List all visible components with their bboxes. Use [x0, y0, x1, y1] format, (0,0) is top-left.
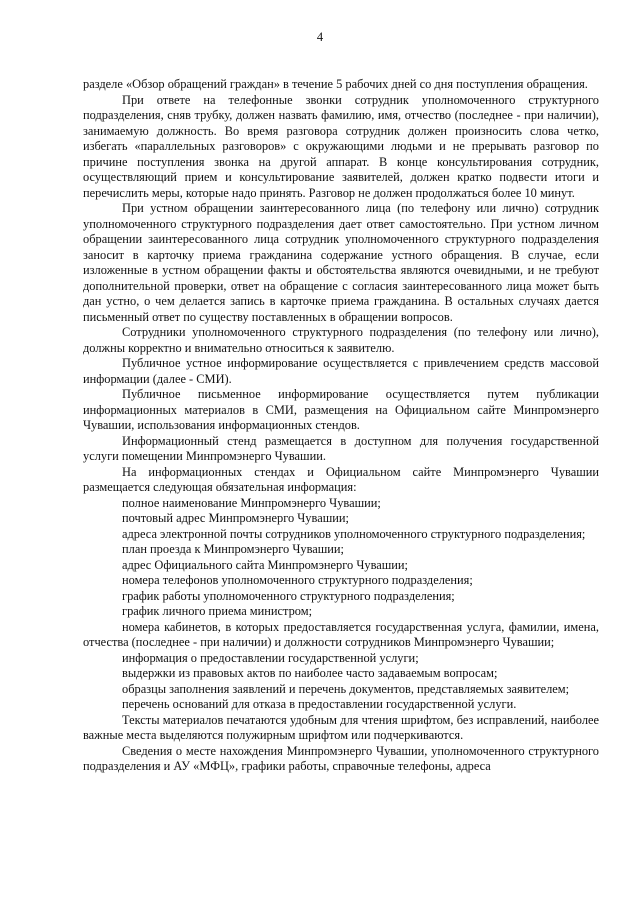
- list-item: почтовый адрес Минпромэнерго Чувашии;: [122, 511, 349, 525]
- paragraph: Сведения о месте нахождения Минпромэнерго Чувашии, уполномоченного структурного подразделения и АУ «МФЦ», графики работы, справочные телефоны, адреса: [83, 743, 599, 773]
- list-item: номера кабинетов, в которых предоставляется государственная услуга, фамилии, имена, отчества (последнее - при наличии) и должности сотрудников Минпромэнерго Чувашии;: [83, 619, 599, 649]
- paragraph: Тексты материалов печатаются удобным для чтения шрифтом, без исправлений, наиболее важные места выделяются полужирным шрифтом или подчеркиваются.: [83, 712, 599, 742]
- paragraph: При ответе на телефонные звонки сотрудник уполномоченного структурного подразделения, сняв трубку, должен назвать фамилию, имя, отчество (последнее - при наличии), занимаемую должность. Во время разговора сотрудник должен произносить слова четко, избегать «параллельных разговоров» с окружающими людьми и не прерывать разговор по причине поступления звонка на другой аппарат. В конце консультирования сотрудник, осуществляющий прием и консультирование заявителей, должен кратко подвести итоги и перечислить меры, которые надо принять. Разговор не должен продолжаться более 10 минут.: [83, 92, 599, 200]
- paragraph: На информационных стендах и Официальном сайте Минпромэнерго Чувашии размещается следующая обязательная информация:: [83, 464, 599, 494]
- paragraph: Сотрудники уполномоченного структурного подразделения (по телефону или лично), должны корректно и внимательно относиться к заявителю.: [83, 325, 599, 355]
- list-item: информация о предоставлении государственной услуги;: [122, 650, 419, 665]
- list-item: адреса электронной почты сотрудников уполномоченного структурного подразделения;: [122, 526, 586, 541]
- list-item: график работы уполномоченного структурного подразделения;: [122, 588, 455, 603]
- list-item: номера телефонов уполномоченного структурного подразделения;: [122, 573, 473, 587]
- paragraph: Информационный стенд размещается в доступном для получения государственной услуги помещении Минпромэнерго Чувашии.: [83, 433, 599, 463]
- list-item: перечень оснований для отказа в предоставлении государственной услуги.: [122, 697, 517, 711]
- list-item: полное наименование Минпромэнерго Чувашии;: [122, 495, 381, 510]
- list-item: план проезда к Минпромэнерго Чувашии;: [122, 542, 345, 556]
- page-number: 4: [316, 30, 324, 44]
- list-item: выдержки из правовых актов по наиболее часто задаваемым вопросам;: [122, 666, 498, 680]
- paragraph: При устном обращении заинтересованного лица (по телефону или лично) сотрудник уполномоченного структурного подразделения дает ответ самостоятельно. При устном личном обращении заинтересованного лица сотрудник уполномоченного структурного подразделения заносит в карточку приема гражданина содержание устного обращения. В случае, если изложенные в устном обращении факты и обстоятельства являются очевидными, и не требуют дополнительной проверки, ответ на обращение с согласия заинтересованного лица может быть дан устно, о чем делается запись в карточке приема гражданина. В остальных случаях дается письменный ответ по существу поставленных в обращении вопросов.: [83, 201, 599, 324]
- document-body: [83, 77, 599, 775]
- paragraph: разделе «Обзор обращений граждан» в течение 5 рабочих дней со дня поступления обращения.: [83, 77, 588, 91]
- paragraph: Публичное устное информирование осуществляется с привлечением средств массовой информации (далее - СМИ).: [83, 356, 599, 386]
- list-item: адрес Официального сайта Минпромэнерго Чувашии;: [122, 557, 409, 572]
- list-item: образцы заполнения заявлений и перечень документов, представляемых заявителем;: [122, 681, 570, 696]
- list-item: график личного приема министром;: [122, 604, 313, 618]
- paragraph: Публичное письменное информирование осуществляется путем публикации информационных материалов в СМИ, размещения на Официальном сайте Минпромэнерго Чувашии, использования информационных стендов.: [83, 387, 599, 432]
